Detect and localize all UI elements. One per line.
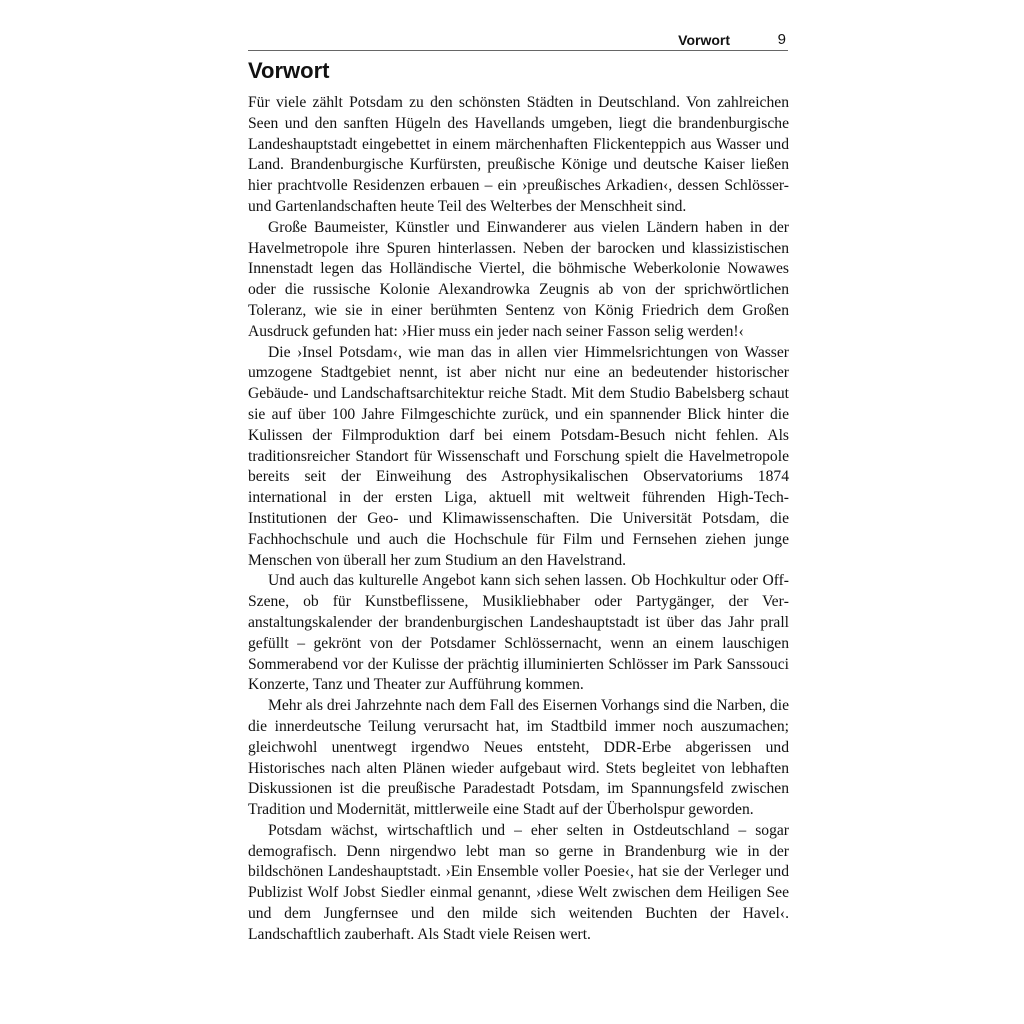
running-title: Vorwort (678, 32, 730, 48)
chapter-heading: Vorwort (248, 58, 330, 83)
running-header (248, 30, 788, 51)
paragraph: Mehr als drei Jahrzehnte nach dem Fall des Eisernen Vorhangs sind die Narben, die die innerdeutsche Teilung verursacht hat, im Stadtbild immer noch auszumachen; gleichwohl unentwegt irgendwo Neues entsteht, DDR-Erbe abgerissen und Historisches nach alten Plänen wieder aufgebaut wird. Stets begleitet von lebhaften Diskussionen ist die preußische Paradestadt Potsdam, im Spannungsfeld zwischen Tradition und Modernität, mittlerweile eine Stadt auf der Überholspur geworden. (248, 697, 789, 819)
paragraph: Und auch das kulturelle Angebot kann sich sehen lassen. Ob Hochkultur oder Off-Szene, ob für Kunstbeflissene, Musikliebhaber oder Partygänger, der Veranstaltungskalender der brandenburgischen Landeshauptstadt ist über das Jahr prall gefüllt – gekrönt von der Potsdamer Schlössernacht, wenn an einem lauschigen Sommerabend vor der Kulisse der prächtig illuminierten Schlösser im Park Sanssouci Konzerte, Tanz und Theater zur Aufführung kommen. (248, 572, 789, 694)
paragraph: Für viele zählt Potsdam zu den schönsten Städten in Deutschland. Von zahlreichen Seen und den sanften Hügeln des Havellands umgeben, liegt die brandenburgische Landeshauptstadt eingebettet in einem märchenhaften Flickenteppich aus Wasser und Land. Brandenburgische Kurfürsten, preußische Könige und deutsche Kaiser ließen hier prachtvolle Residenzen erbauen – ein ›preußisches Arkadien‹, dessen Schlösser- und Gartenlandschaften heute Teil des Welterbes der Menschheit sind. (248, 94, 789, 215)
body-text (248, 93, 789, 946)
paragraph: Große Baumeister, Künstler und Einwanderer aus vielen Ländern haben in der Havelmetropole ihre Spuren hinterlassen. Neben der barocken und klassizistischen Innenstadt legen das Holländische Viertel, die böhmische Weberkolonie Nowawes oder die russische Kolonie Alexandrowka Zeugnis ab von der sprichwörtlichen Toleranz, wie sie in einer berühmten Sentenz von König Friedrich dem Großen Ausdruck gefunden hat: ›Hier muss ein jeder nach seiner Fasson selig werden!‹ (248, 218, 789, 340)
paragraph: Potsdam wächst, wirtschaftlich und – eher selten in Ostdeutschland – sogar demografisch. Denn nirgendwo lebt man so gerne in Brandenburg wie in der bildschönen Landeshauptstadt. ›Ein Ensemble voller Poesie‹, hat sie der Verleger und Publizist Wolf Jobst Siedler einmal genannt, ›diese Welt zwischen dem Heiligen See und dem Jungfernsee und den milde sich weitenden Buchten der Havel‹. Landschaftlich zauberhaft. Als Stadt viele Reisen wert. (248, 821, 789, 943)
page-number: 9 (777, 31, 786, 48)
paragraph: Die ›Insel Potsdam‹, wie man das in allen vier Himmelsrichtungen von Wasser umzogene Stadtgebiet nennt, ist aber nicht nur eine an bedeutender historischer Gebäude- und Landschaftsarchitektur reiche Stadt. Mit dem Studio Babelsberg schaut sie auf über 100 Jahre Filmgeschichte zurück, und ein spannender Blick hinter die Kulissen der Filmproduktion darf bei einem Potsdam-Besuch nicht fehlen. Als traditionsreicher Standort für Wissenschaft und Forschung spielt die Havelmetropole bereits seit der Einweihung des Astrophysikalischen Observatoriums 1874 international in der ersten Liga, aktuell mit weltweit führenden High-Tech-Institutionen der Geo- und Klimawissenschaften. Die Universität Potsdam, die Fachhochschule und auch die Hochschule für Film und Fernsehen ziehen junge Menschen von überall her zum Studium an den Havelstrand. (248, 343, 789, 569)
